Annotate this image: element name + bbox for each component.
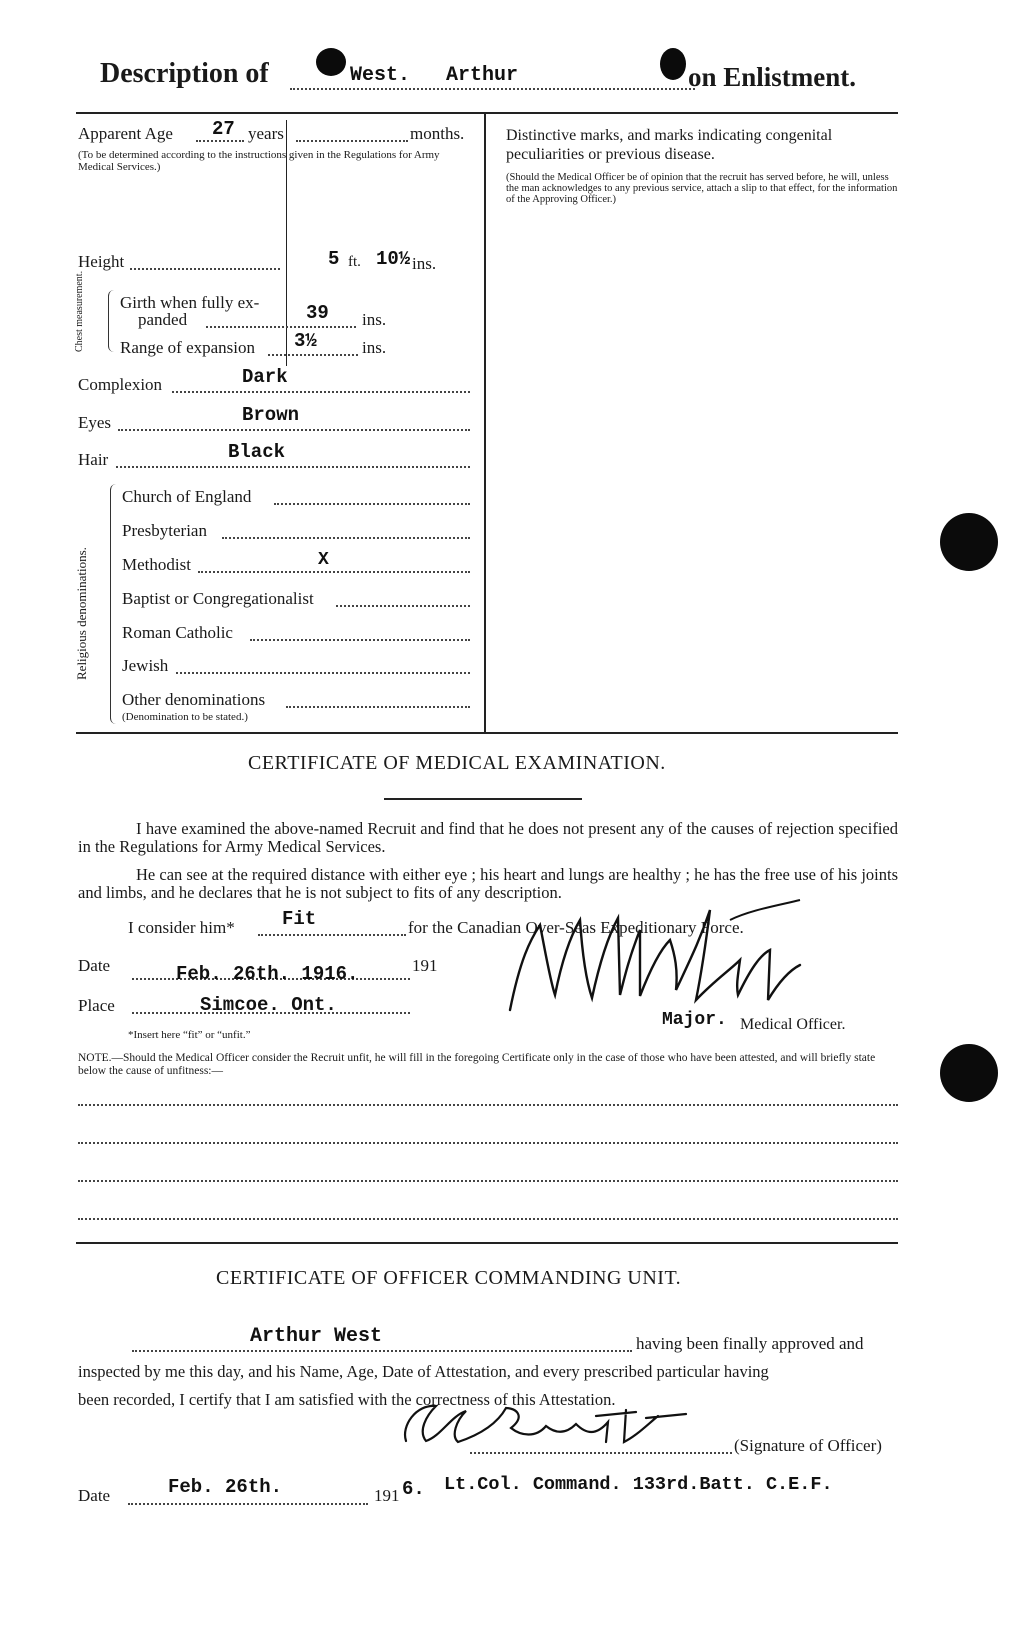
religion-item: Methodist (122, 555, 191, 574)
section-rule (76, 1242, 898, 1244)
signature-label: (Signature of Officer) (734, 1436, 882, 1455)
girth-label-1: Girth when fully ex- (120, 293, 260, 312)
medical-officer-label: Medical Officer. (740, 1016, 846, 1033)
medical-place-label: Place (78, 996, 115, 1015)
religion-other-note: (Denomination to be stated.) (122, 711, 248, 723)
age-line (196, 140, 244, 142)
religion-line (198, 571, 470, 573)
medical-officer-signature (500, 900, 820, 1020)
commanding-officer-signature (396, 1396, 716, 1452)
age-label: Apparent Age (78, 124, 173, 143)
religion-item: Other denominations (122, 690, 266, 709)
commanding-date-value: Feb. 26th. (168, 1476, 283, 1498)
religion-item: Church of England (122, 487, 252, 506)
religion-line (336, 605, 470, 607)
months-label: months. (410, 124, 465, 143)
age-note: (To be determined according to the instructions given in the Regulations for Army Medical Services.) (78, 149, 440, 173)
medical-date-label: Date (78, 956, 111, 975)
top-rule (76, 112, 898, 114)
religion-line (286, 706, 470, 708)
column-divider (484, 114, 486, 732)
religion-line (176, 672, 470, 674)
header-name-line (290, 88, 695, 90)
medical-para2: He can see at the required distance with either eye ; his heart and lungs are healthy ; he has the free use of his joints and limbs, and he declares that he is not subject to fits of any description. (78, 865, 898, 902)
commanding-text3: been recorded, I certify that I am satisfied with the correctness of this Attestation. (78, 1390, 616, 1409)
medical-date-value: Feb. 26th. 1916. (176, 963, 359, 985)
consider-line (258, 934, 406, 936)
commanding-year-prefix: 191 (374, 1486, 400, 1505)
commanding-title: CERTIFICATE OF OFFICER COMMANDING UNIT. (216, 1267, 682, 1289)
range-line (268, 354, 358, 356)
religion-item: Jewish (122, 656, 169, 675)
religion-side-label: Religious denominations. (74, 547, 89, 680)
consider-value: Fit (282, 908, 317, 930)
ft-label: ft. (348, 254, 361, 270)
medical-place-value: Simcoe. Ont. (200, 994, 337, 1016)
girth-label-2: panded (138, 310, 188, 329)
height-in: 10½ (376, 248, 411, 270)
consider-label: I consider him* (128, 918, 235, 937)
complexion-label: Complexion (78, 375, 163, 394)
commanding-date-line (128, 1503, 368, 1505)
unfitness-line (78, 1142, 898, 1144)
force-label: for the Canadian Over-Seas Expeditionary Force. (408, 918, 744, 937)
unfitness-line (78, 1104, 898, 1106)
eyes-label: Eyes (78, 413, 112, 432)
range-label: Range of expansion (120, 338, 256, 357)
commanding-officer-value: Lt.Col. Command. 133rd.Batt. C.E.F. (444, 1474, 833, 1495)
commanding-text2: inspected by me this day, and his Name, Age, Date of Attestation, and every prescribed particular having (78, 1362, 769, 1381)
punch-hole (940, 1044, 998, 1102)
religion-item: Presbyterian (122, 521, 207, 540)
ink-blot (660, 48, 686, 80)
medical-title: CERTIFICATE OF MEDICAL EXAMINATION. (248, 752, 666, 774)
hair-line (116, 466, 470, 468)
chest-brace (108, 290, 117, 352)
commanding-name-value: Arthur West (250, 1325, 383, 1348)
unfitness-line (78, 1180, 898, 1182)
complexion-line (172, 391, 470, 393)
medical-rank: Major. (662, 1010, 727, 1030)
header-prefix: Description of (100, 58, 269, 89)
girth-line (206, 326, 356, 328)
religion-item: Baptist or Congregationalist (122, 589, 314, 608)
commanding-year-suffix: 6. (402, 1478, 425, 1500)
hair-value: Black (228, 441, 286, 463)
medical-para1: I have examined the above-named Recruit and find that he does not present any of the causes of rejection specified in the Regulations for Army Medical Services. (78, 819, 898, 856)
hair-label: Hair (78, 450, 109, 469)
commanding-name-line (132, 1350, 632, 1352)
section-rule (76, 732, 898, 734)
eyes-value: Brown (242, 404, 300, 426)
girth-value: 39 (306, 302, 329, 324)
title-rule (384, 798, 582, 800)
religion-line (222, 537, 470, 539)
height-line (130, 268, 280, 270)
range-ins-label: ins. (362, 338, 387, 357)
months-line (296, 140, 408, 142)
marks-note: (Should the Medical Officer be of opinion that the recruit has served before, he will, unless the man acknowledges to any previous service, attach a slip to that effect, for the information of the Approving Officer.) (506, 172, 898, 205)
range-value: 3½ (294, 330, 317, 352)
religion-item: Roman Catholic (122, 623, 233, 642)
girth-ins-label: ins. (362, 310, 387, 329)
punch-hole (940, 513, 998, 571)
complexion-value: Dark (242, 366, 288, 388)
commanding-date-label: Date (78, 1486, 111, 1505)
marks-title: Distinctive marks, and marks indicating congenital peculiarities or previous disease. (506, 127, 833, 163)
medical-year-prefix: 191 (412, 956, 438, 975)
religion-brace (110, 484, 119, 724)
chest-side-label: Chest measurement. (74, 270, 85, 352)
header-given-name: Arthur (446, 64, 519, 87)
religion-mark: X (318, 550, 329, 570)
religion-line (250, 639, 470, 641)
insert-note: *Insert here “fit” or “unfit.” (128, 1029, 251, 1041)
years-label: years (248, 124, 284, 143)
signature-line (470, 1452, 732, 1454)
commanding-text1: having been finally approved and (636, 1334, 864, 1353)
eyes-line (118, 429, 470, 431)
unfitness-line (78, 1218, 898, 1220)
age-value: 27 (212, 118, 235, 140)
height-label: Height (78, 252, 125, 271)
medical-note: NOTE.—Should the Medical Officer consider the Recruit unfit, he will fill in the foregoing Certificate only in the case of those who have been attested, and will briefly state below the cause of unfitness:— (78, 1052, 876, 1077)
ins-label: ins. (412, 254, 437, 273)
religion-line (274, 503, 470, 505)
header-surname: West. (350, 64, 411, 87)
ink-blot (316, 48, 346, 76)
header-suffix: on Enlistment. (688, 62, 857, 92)
height-ft: 5 (328, 248, 340, 270)
